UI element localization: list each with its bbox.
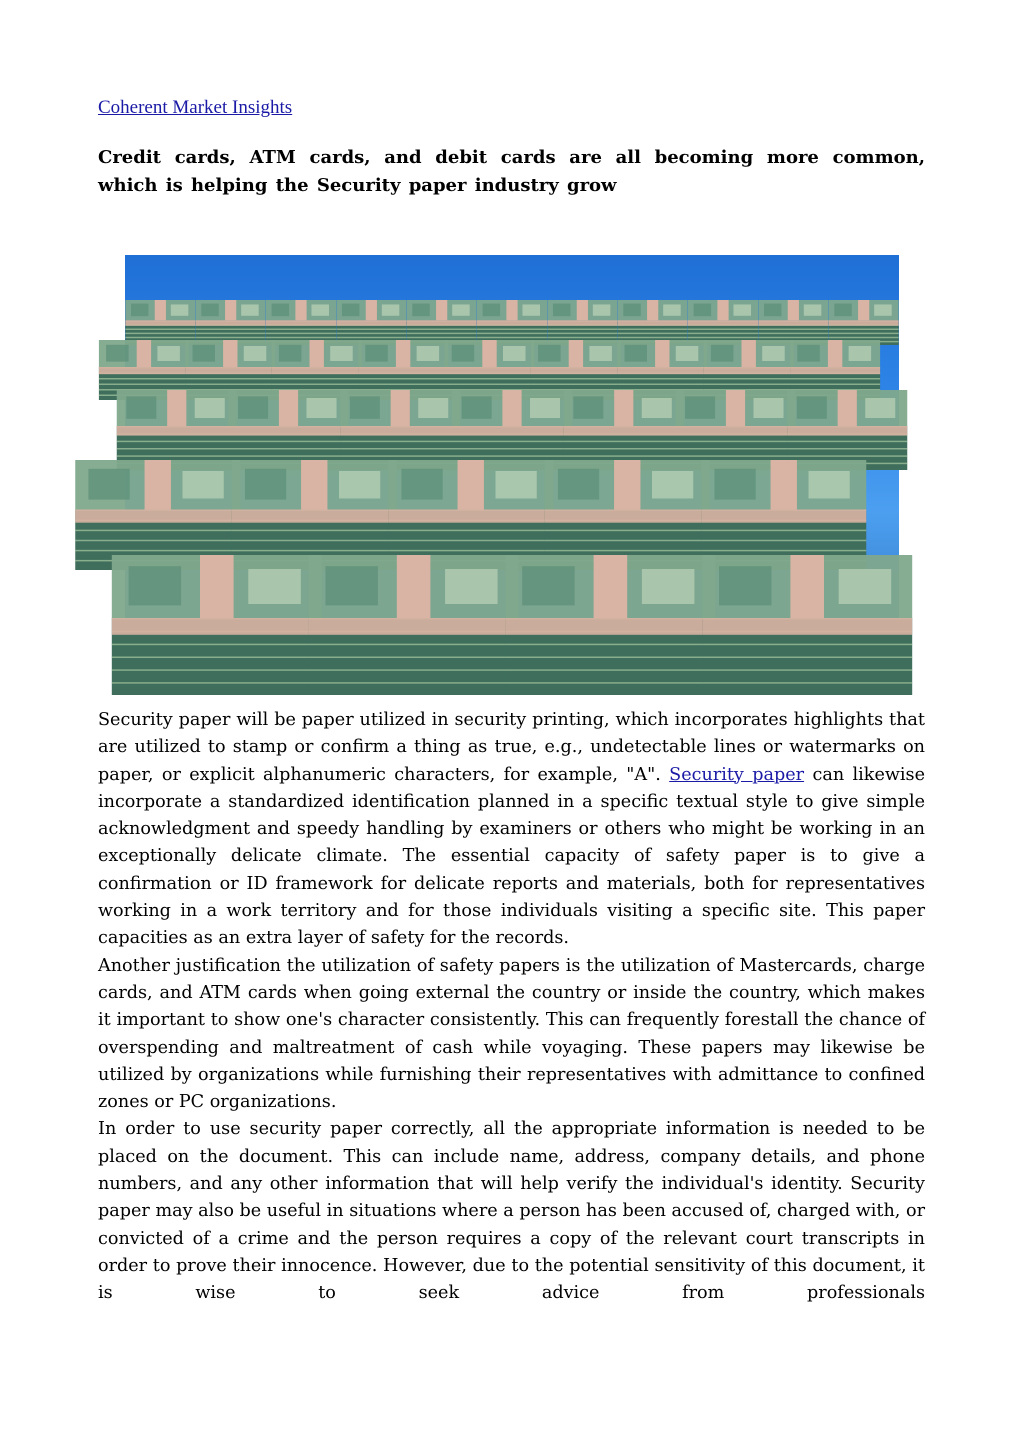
paragraph-1-lead: Security paper will be paper utilized in security printing, which incorporates highlights that are utilized to stamp or confirm a thing as true, e.g., undetectable lines or watermarks on paper, or explicit alphanumeric characters, for example, "A". (98, 710, 925, 785)
article-headline: Credit cards, ATM cards, and debit cards are all becoming more common, which is helping the Security paper industry grow (98, 147, 925, 196)
source-link[interactable]: Coherent Market Insights (98, 97, 293, 118)
paragraph-3: In order to use security paper correctly, all the appropriate information is needed to be placed on the document. This can include name, address, company details, and phone numbers, and any other information that will help verify the individual's identity. Security paper may also be useful in situations where a person has been accused of, charged with, or convicted of a crime and the person requires a copy of the relevant court transcripts in order to prove their innocence. However, due to the potential sensitivity of this document, it is wise to seek advice from professionals (98, 1119, 925, 1304)
paragraph-1-tail: can likewise incorporate a standardized identification planned in a specific textual style to give simple acknowledgment and speedy handling by examiners or others who might be working in an exceptionally delicate climate. The essential capacity of safety paper is to give a confirmation or ID framework for delicate reports and materials, both for representatives working in a work territory and for those individuals visiting a specific site. This paper capacities as an extra layer of safety for the records. (98, 764, 925, 949)
paragraph-2: Another justification the utilization of safety papers is the utilization of Mastercards, charge cards, and ATM cards when going external the country or inside the country, which makes it important to show one's character consistently. This can frequently forestall the chance of overspending and maltreatment of cash while voyaging. These papers may likewise be utilized by organizations while furnishing their representatives with admittance to confined zones or PC organizations. (98, 955, 925, 1113)
security-paper-link[interactable]: Security paper (669, 764, 805, 785)
banknote-stacks-photo (125, 255, 899, 681)
banknote-stacks-illustration (125, 255, 899, 681)
paragraph-1 (98, 707, 925, 953)
article-body (98, 707, 925, 1304)
